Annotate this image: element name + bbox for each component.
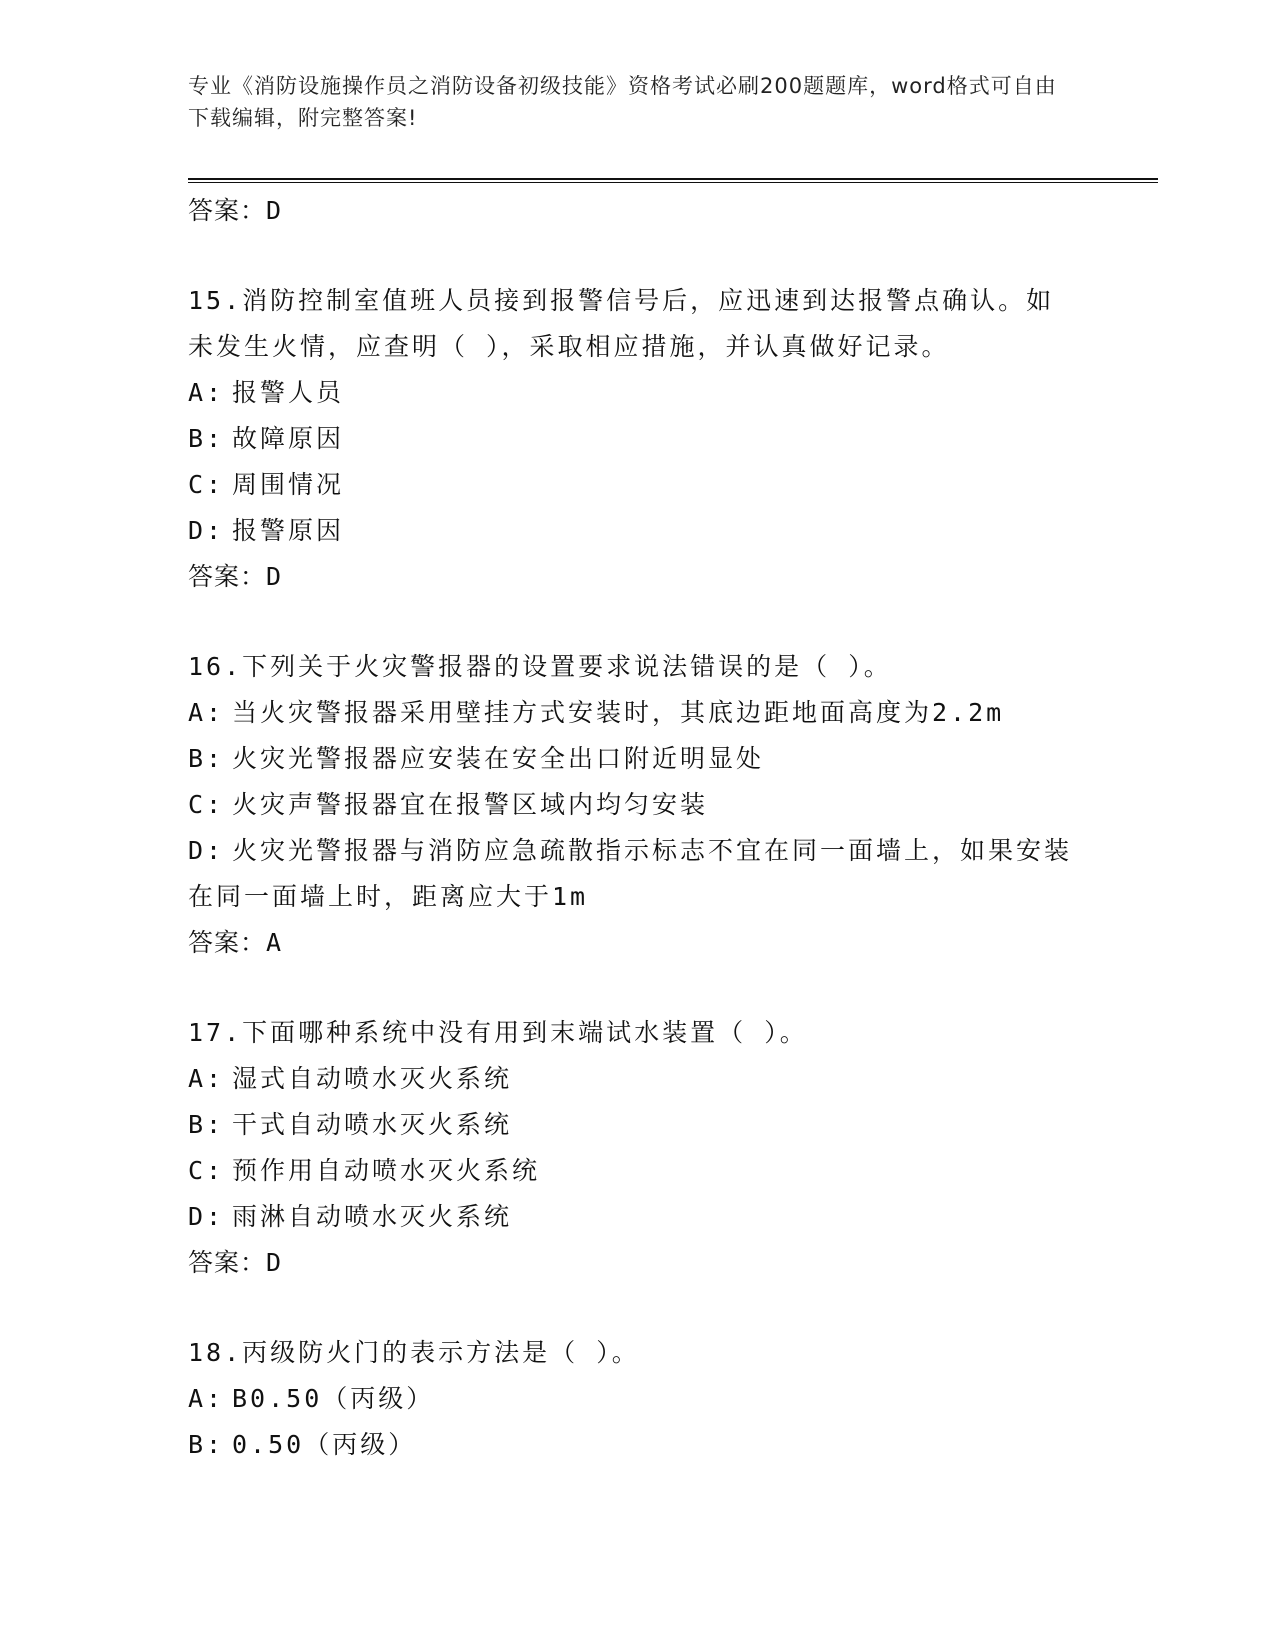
option-letter: A: <box>188 1384 225 1413</box>
answer-value: A <box>266 928 283 957</box>
question-18 <box>188 1330 1078 1468</box>
option-text: 火灾光警报器应安装在安全出口附近明显处 <box>232 744 765 773</box>
answer-label: 答案： <box>188 196 267 225</box>
answer-label: 答案： <box>188 562 267 591</box>
option-letter: B: <box>188 1110 225 1139</box>
header-divider-thin <box>188 182 1158 183</box>
option-text: 干式自动喷水灭火系统 <box>232 1110 513 1139</box>
option-text: 火灾光警报器与消防应急疏散指示标志不宜在同一面墙上，如果安装在同一面墙上时，距离应大于1m <box>188 836 1073 911</box>
option-letter: A: <box>188 698 225 727</box>
question-stem: 18.丙级防火门的表示方法是（ ）。 <box>188 1338 640 1367</box>
option-b <box>188 1422 1078 1468</box>
document-body <box>188 188 1078 1468</box>
option-c <box>188 462 1078 508</box>
option-text: 当火灾警报器采用壁挂方式安装时，其底边距地面高度为2.2m <box>232 698 1005 727</box>
option-text: 火灾声警报器宜在报警区域内均匀安装 <box>232 790 709 819</box>
option-text: 报警人员 <box>232 378 345 407</box>
question-17 <box>188 1010 1078 1286</box>
page-header <box>188 70 1078 134</box>
option-letter: B: <box>188 1430 225 1459</box>
option-letter: D: <box>188 1202 225 1231</box>
question-stem: 17.下面哪种系统中没有用到末端试水装置（ ）。 <box>188 1018 808 1047</box>
question-16 <box>188 644 1078 966</box>
option-a <box>188 370 1078 416</box>
question-stem: 15.消防控制室值班人员接到报警信号后，应迅速到达报警点确认。如未发生火情，应查明（ ），采取相应措施，并认真做好记录。 <box>188 286 1055 361</box>
option-letter: C: <box>188 1156 225 1185</box>
question-stem: 16.下列关于火灾警报器的设置要求说法错误的是（ ）。 <box>188 652 892 681</box>
answer-value: D <box>266 562 283 591</box>
option-b <box>188 736 1078 782</box>
option-letter: A: <box>188 378 225 407</box>
option-text: 周围情况 <box>232 470 345 499</box>
option-letter: D: <box>188 836 225 865</box>
option-text: 故障原因 <box>232 424 345 453</box>
question-answer <box>188 920 1078 966</box>
previous-answer <box>188 188 1078 234</box>
option-a <box>188 690 1078 736</box>
option-text: 报警原因 <box>232 516 345 545</box>
option-text: 湿式自动喷水灭火系统 <box>232 1064 513 1093</box>
option-text: 预作用自动喷水灭火系统 <box>232 1156 541 1185</box>
option-c <box>188 782 1078 828</box>
option-b <box>188 416 1078 462</box>
option-d <box>188 828 1078 920</box>
option-text: B0.50（丙级） <box>232 1384 435 1413</box>
option-a <box>188 1056 1078 1102</box>
option-c <box>188 1148 1078 1194</box>
question-15 <box>188 278 1078 600</box>
answer-label: 答案： <box>188 928 267 957</box>
option-b <box>188 1102 1078 1148</box>
option-d <box>188 1194 1078 1240</box>
answer-value: D <box>266 196 283 225</box>
option-d <box>188 508 1078 554</box>
option-text: 雨淋自动喷水灭火系统 <box>232 1202 513 1231</box>
option-letter: D: <box>188 516 225 545</box>
option-letter: B: <box>188 744 225 773</box>
option-letter: A: <box>188 1064 225 1093</box>
option-letter: C: <box>188 470 225 499</box>
answer-label: 答案： <box>188 1248 267 1277</box>
question-answer <box>188 1240 1078 1286</box>
answer-value: D <box>266 1248 283 1277</box>
header-text: 专业《消防设施操作员之消防设备初级技能》资格考试必刷200题题库，word格式可自由下载编辑，附完整答案! <box>188 74 1057 130</box>
option-letter: B: <box>188 424 225 453</box>
option-text: 0.50（丙级） <box>232 1430 417 1459</box>
header-divider <box>188 178 1158 180</box>
question-answer <box>188 554 1078 600</box>
option-a <box>188 1376 1078 1422</box>
option-letter: C: <box>188 790 225 819</box>
